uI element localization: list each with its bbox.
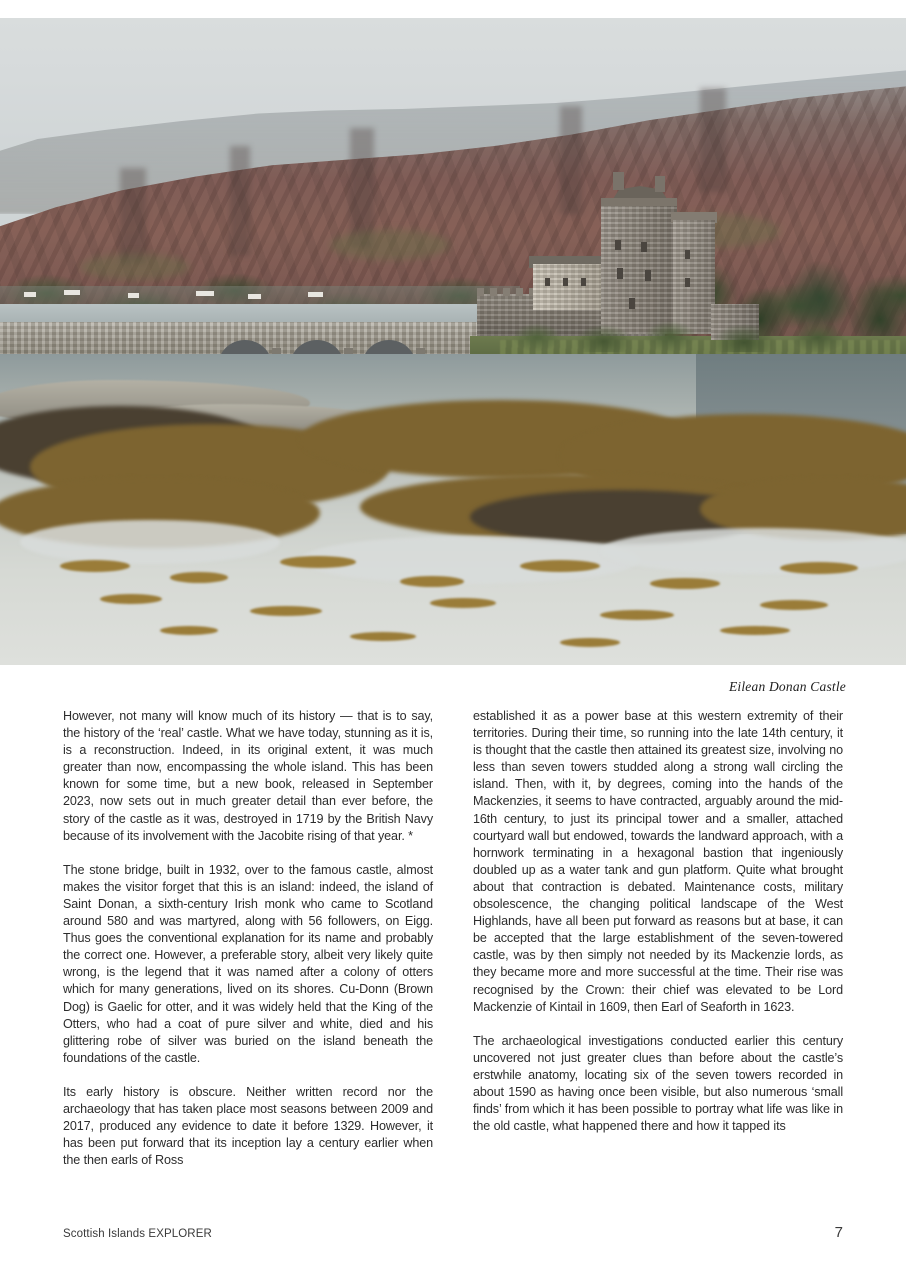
eilean-donan-castle-photo: [0, 18, 906, 665]
shoreline-cottage: [24, 292, 36, 297]
seaweed-patch: [250, 606, 322, 616]
seaweed-patch: [100, 594, 162, 604]
photo-caption: Eilean Donan Castle: [728, 679, 846, 694]
publication-name: Scottish Islands EXPLORER: [63, 1228, 212, 1240]
seaweed-patch: [280, 556, 356, 568]
shoreline-cottage: [308, 292, 323, 297]
paragraph: The stone bridge, built in 1932, over to the famous castle, almost makes the visitor forget that this is an island: indeed, the island of Saint Donan, a sixth-century Irish monk who came to Scotland around 580 and was martyred, along with 56 followers, on Eigg. Thus goes the conventional explanation for its name and probably the correct one. However, a preferable story, albeit very likely quite wrong, is the legend that it was named after a colony of otters which for many generations, lived on its shores. Cu-Donn (Brown Dog) is Gaelic for otter, and it was widely held that the King of the Otters, who had a coat of pure silver and white, died and his glittering robe of silver was buried on the island beneath the foundations of the castle.: [63, 862, 433, 1065]
paragraph: established it as a power base at this western extremity of their territories. During their time, so running into the late 14th century, it is thought that the castle then attained its greatest size, involving no less than seven towers studded along a strong wall circling the island. Then, with it, by degrees, coming into the hands of the Mackenzies, it seems to have contracted, arguably around the mid-16th century, to just its principal tower and a smaller, attached courtyard wall but endowed, towards the landward approach, with a hornwork terminating in a hexagonal bastion that ingeniously doubled up as a water tank and gun platform. Quite what brought about that contraction is debated. Maintenance costs, military obsolescence, the changing political landscape of the West Highlands, have all been put forward as reasons but at base, it can be accepted that the large establishment of the seven-towered castle, was by then simply not needed by its Mackenzie lords, as they became more and more successful at the time. Their rise was recognised by the Crown: their chief was elevated to be Lord Mackenzie of Kintail in 1609, then Earl of Seaforth in 1623.: [473, 709, 843, 1014]
seaweed-patch: [760, 600, 828, 610]
window: [617, 268, 623, 279]
window: [545, 278, 550, 286]
tidal-pool: [20, 520, 280, 564]
window: [563, 278, 568, 286]
seaweed-patch: [520, 560, 600, 572]
seaweed-patch: [560, 638, 620, 647]
window: [581, 278, 586, 286]
right-column: [473, 708, 843, 1169]
window: [615, 240, 621, 250]
tidal-pool: [600, 528, 906, 574]
seaweed-patch: [650, 578, 720, 589]
window: [645, 270, 651, 281]
shoreline-cottage: [248, 294, 261, 299]
chimney: [655, 176, 665, 192]
shoreline-cottage: [196, 291, 214, 296]
seaweed-patch: [350, 632, 416, 641]
article-body: [63, 708, 843, 1169]
page-footer: [63, 1224, 843, 1241]
seaweed-patch: [720, 626, 790, 635]
far-water: [0, 304, 540, 322]
paragraph: Its early history is obscure. Neither written record nor the archaeology that has taken place most seasons between 2009 and 2017, produced any evidence to date it before 1329. However, it has been put forward that its inception lay a century earlier when the then earls of Ross: [63, 1084, 433, 1168]
paragraph: However, not many will know much of its history — that is to say, the history of the ‘real’ castle. What we have today, stunning as it is, is a reconstruction. Indeed, in its original extent, it was much greater than now, encompassing the whole island. This has been known for some time, but a new book, released in September 2023, now sets out in much greater detail than ever before, the story of the castle as it was, destroyed in 1719 by the British Navy because of its involvement with the Jacobite rising of that year. *: [63, 709, 433, 843]
chimney: [613, 172, 624, 190]
window: [685, 278, 690, 287]
window: [685, 250, 690, 259]
tidal-foreshore: [0, 370, 906, 665]
window: [641, 242, 647, 252]
shoreline-cottage: [64, 290, 80, 295]
photo-canvas: [0, 18, 906, 665]
seaweed-patch: [170, 572, 228, 583]
seaweed-patch: [600, 610, 674, 620]
seaweed-patch: [430, 598, 496, 608]
seaweed-patch: [780, 562, 858, 574]
seaweed-patch: [160, 626, 218, 635]
shoreline-cottage: [128, 293, 139, 298]
seaweed-patch: [400, 576, 464, 587]
paragraph: The archaeological investigations conducted earlier this century uncovered not just greater clues than before about the castle’s erstwhile anatomy, locating six of the seven towers recorded in about 1590 as having once been visible, but also numerous ‘small finds’ from which it has been possible to portray what life was like in the old castle, what happened there and how it tapped its: [473, 1033, 843, 1134]
page-number: 7: [834, 1224, 843, 1241]
left-column: [63, 708, 433, 1169]
island-shrubbery: [500, 304, 870, 352]
seaweed-patch: [60, 560, 130, 572]
